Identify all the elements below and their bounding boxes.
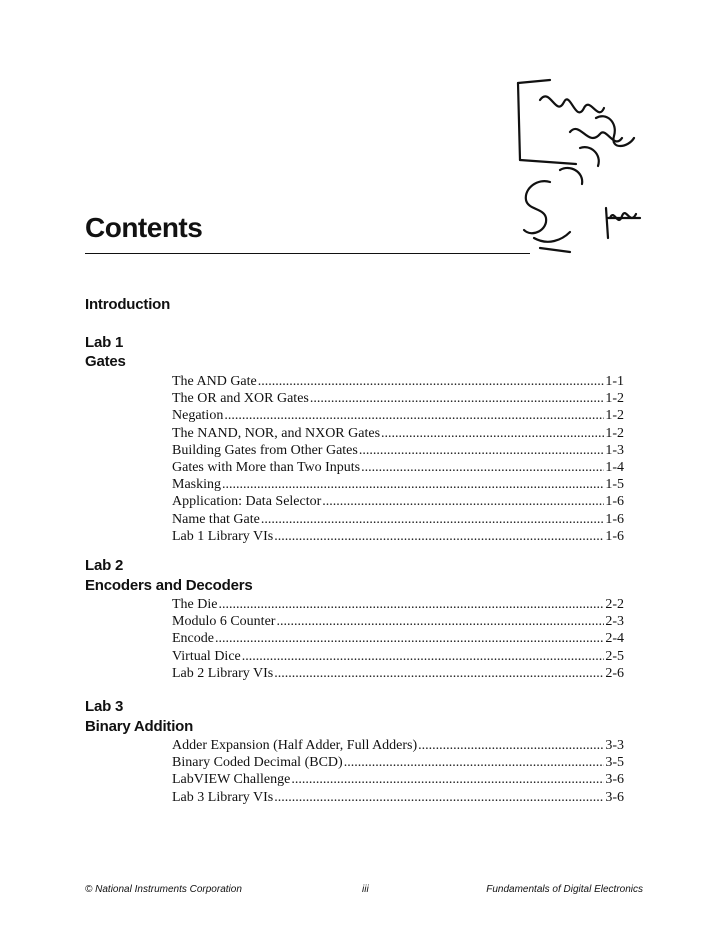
dot-leader — [418, 738, 604, 754]
toc-entry-title: Virtual Dice — [172, 648, 241, 664]
lab1-toc — [172, 374, 624, 546]
toc-entry-title: Lab 3 Library VIs — [172, 789, 274, 805]
footer-page-number: iii — [362, 884, 369, 895]
dot-leader — [381, 426, 604, 442]
dot-leader — [222, 477, 604, 493]
lab1-heading: Lab 1 — [85, 334, 124, 351]
toc-entry-title: Negation — [172, 408, 224, 424]
toc-entry[interactable] — [172, 614, 624, 631]
toc-entry-page: 1-2 — [605, 391, 624, 407]
toc-entry-page: 1-5 — [605, 477, 624, 493]
toc-entry-page: 1-6 — [605, 528, 624, 544]
toc-entry[interactable] — [172, 391, 624, 408]
toc-entry-page: 1-6 — [605, 511, 624, 527]
toc-entry-page: 2-3 — [605, 614, 624, 630]
dot-leader — [291, 772, 604, 788]
toc-entry-page: 1-3 — [605, 442, 624, 458]
toc-entry[interactable] — [172, 443, 624, 460]
toc-entry[interactable] — [172, 426, 624, 443]
lab1-title: Gates — [85, 353, 126, 370]
toc-entry-page: 2-4 — [605, 631, 624, 647]
toc-entry[interactable] — [172, 529, 624, 546]
toc-entry-title: Masking — [172, 477, 221, 493]
toc-entry[interactable] — [172, 374, 624, 391]
toc-entry-page: 3-6 — [605, 789, 624, 805]
toc-entry-title: Building Gates from Other Gates — [172, 442, 358, 458]
toc-entry[interactable] — [172, 772, 624, 789]
footer-book-title: Fundamentals of Digital Electronics — [486, 884, 643, 895]
dot-leader — [218, 597, 604, 613]
toc-entry-title: The Die — [172, 597, 218, 612]
page-title: Contents — [85, 212, 203, 243]
toc-entry-title: Name that Gate — [172, 511, 260, 527]
toc-entry[interactable] — [172, 408, 624, 425]
toc-entry-page: 3-5 — [605, 755, 624, 771]
toc-entry-title: Modulo 6 Counter — [172, 614, 276, 630]
lab3-heading: Lab 3 — [85, 698, 124, 715]
toc-entry-title: The AND Gate — [172, 374, 257, 389]
toc-entry-page: 1-2 — [605, 408, 624, 424]
toc-entry-title: Lab 2 Library VIs — [172, 665, 274, 681]
toc-entry-title: The OR and XOR Gates — [172, 391, 309, 407]
dot-leader — [274, 666, 604, 682]
toc-entry-page: 1-6 — [605, 494, 624, 510]
toc-entry-page: 2-2 — [605, 597, 624, 612]
toc-entry[interactable] — [172, 666, 624, 683]
toc-entry[interactable] — [172, 597, 624, 614]
footer-copyright: © National Instruments Corporation — [85, 884, 242, 895]
toc-entry-page: 3-3 — [605, 738, 624, 753]
lab3-toc — [172, 738, 624, 807]
toc-entry-title: Adder Expansion (Half Adder, Full Adders) — [172, 738, 418, 753]
toc-entry[interactable] — [172, 494, 624, 511]
toc-entry[interactable] — [172, 649, 624, 666]
dot-leader — [276, 614, 604, 630]
toc-entry-title: Application: Data Selector — [172, 494, 322, 510]
dot-leader — [344, 755, 605, 771]
toc-entry[interactable] — [172, 477, 624, 494]
toc-entry-title: Lab 1 Library VIs — [172, 528, 274, 544]
lab2-title: Encoders and Decoders — [85, 577, 253, 594]
dot-leader — [322, 494, 604, 510]
toc-entry[interactable] — [172, 631, 624, 648]
toc-entry-page: 2-6 — [605, 665, 624, 681]
toc-entry[interactable] — [172, 738, 624, 755]
lab3-title: Binary Addition — [85, 718, 194, 735]
lab2-toc — [172, 597, 624, 683]
dot-leader — [310, 391, 604, 407]
toc-entry-page: 2-5 — [605, 648, 624, 664]
dot-leader — [224, 408, 604, 424]
toc-entry-page: 1-4 — [605, 459, 624, 475]
dot-leader — [361, 460, 604, 476]
toc-entry-title: Gates with More than Two Inputs — [172, 459, 361, 475]
toc-entry-page: 3-6 — [605, 772, 624, 788]
toc-entry-title: LabVIEW Challenge — [172, 772, 291, 788]
toc-entry[interactable] — [172, 460, 624, 477]
title-rule — [85, 253, 530, 254]
waveform-illustration-icon — [510, 78, 660, 258]
toc-entry-title: The NAND, NOR, and NXOR Gates — [172, 425, 381, 441]
toc-entry-page: 1-1 — [605, 374, 624, 389]
lab2-heading: Lab 2 — [85, 557, 124, 574]
dot-leader — [242, 649, 605, 665]
dot-leader — [359, 443, 604, 459]
toc-entry-title: Binary Coded Decimal (BCD) — [172, 755, 343, 771]
toc-entry-page: 1-2 — [605, 425, 624, 441]
dot-leader — [215, 631, 604, 647]
dot-leader — [258, 374, 605, 390]
dot-leader — [274, 529, 604, 545]
dot-leader — [274, 790, 604, 806]
dot-leader — [261, 512, 604, 528]
toc-entry-title: Encode — [172, 631, 214, 647]
toc-entry[interactable] — [172, 755, 624, 772]
toc-entry[interactable] — [172, 790, 624, 807]
introduction-heading: Introduction — [85, 296, 171, 313]
toc-entry[interactable] — [172, 512, 624, 529]
